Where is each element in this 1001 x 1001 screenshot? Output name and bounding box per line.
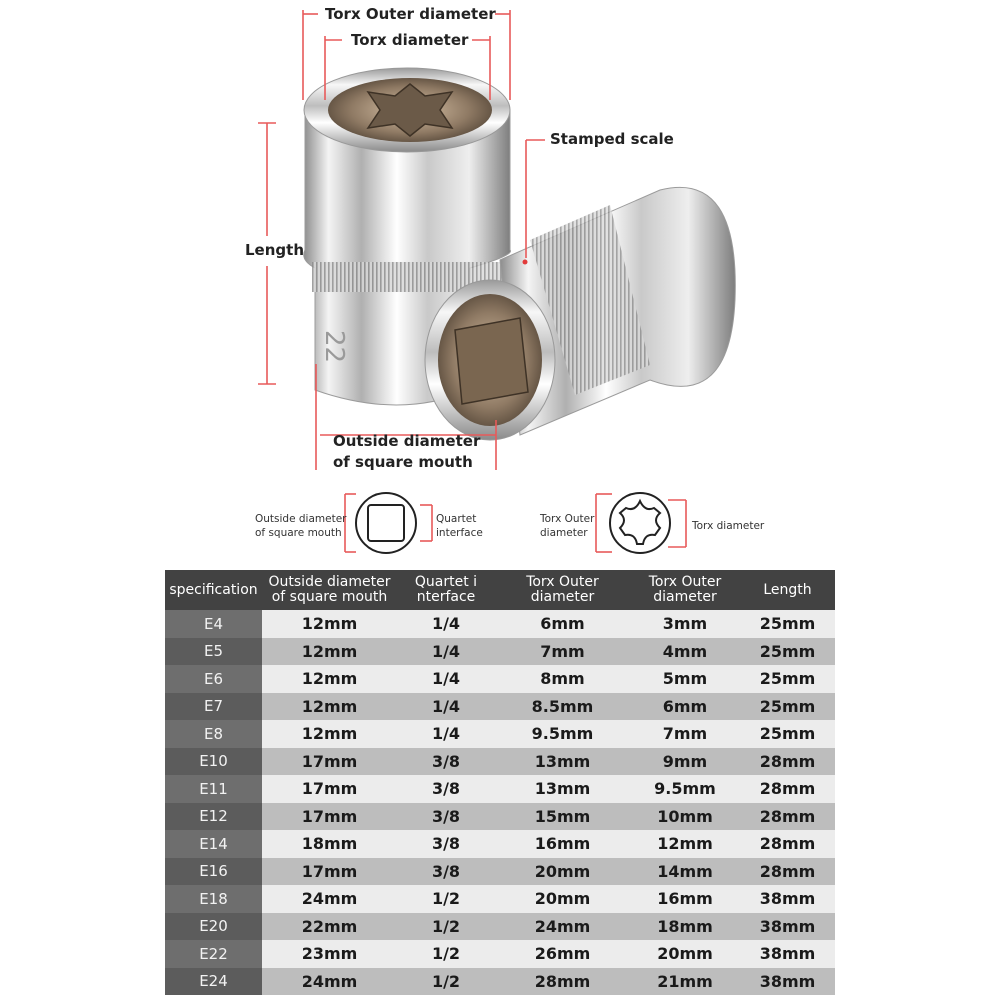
cell-specification: E18 <box>165 885 262 913</box>
cell-torx-diameter: 12mm <box>630 830 740 858</box>
header-length: Length <box>740 570 835 610</box>
table-row <box>165 693 835 721</box>
square-diagram-right-label: Quartet interface <box>436 513 483 539</box>
table-row <box>165 748 835 776</box>
cell-quartet-interface: 3/8 <box>397 803 495 831</box>
cell-torx-outer-diameter: 20mm <box>495 858 630 886</box>
header-torx-diameter: Torx Outer diameter <box>630 570 740 610</box>
cell-outside-diameter: 23mm <box>262 940 397 968</box>
cell-torx-outer-diameter: 28mm <box>495 968 630 996</box>
header-torx-outer-diameter: Torx Outer diameter <box>495 570 630 610</box>
cell-specification: E5 <box>165 638 262 666</box>
cell-length: 38mm <box>740 885 835 913</box>
cell-specification: E10 <box>165 748 262 776</box>
table-row <box>165 940 835 968</box>
cell-quartet-interface: 1/2 <box>397 885 495 913</box>
cell-length: 38mm <box>740 968 835 996</box>
cell-quartet-interface: 1/4 <box>397 693 495 721</box>
cell-quartet-interface: 3/8 <box>397 830 495 858</box>
cell-torx-outer-diameter: 7mm <box>495 638 630 666</box>
cell-torx-diameter: 3mm <box>630 610 740 638</box>
table-row <box>165 830 835 858</box>
torx-diagram-left-label: Torx Outer diameter <box>540 513 595 539</box>
table-header-row <box>165 570 835 610</box>
table-row <box>165 913 835 941</box>
cell-torx-diameter: 5mm <box>630 665 740 693</box>
label-outside-diameter-line1: Outside diameter <box>333 432 481 450</box>
cell-outside-diameter: 12mm <box>262 610 397 638</box>
cell-torx-diameter: 10mm <box>630 803 740 831</box>
cell-torx-diameter: 6mm <box>630 693 740 721</box>
cell-specification: E7 <box>165 693 262 721</box>
cell-torx-diameter: 16mm <box>630 885 740 913</box>
cell-quartet-interface: 1/2 <box>397 968 495 996</box>
cell-outside-diameter: 24mm <box>262 885 397 913</box>
table-row <box>165 665 835 693</box>
label-outside-diameter-line2: of square mouth <box>333 453 473 471</box>
square-socket-opening <box>455 318 528 404</box>
label-torx-diameter: Torx diameter <box>351 31 469 49</box>
cell-quartet-interface: 1/2 <box>397 913 495 941</box>
table-row <box>165 610 835 638</box>
cell-torx-outer-diameter: 6mm <box>495 610 630 638</box>
cell-length: 25mm <box>740 693 835 721</box>
square-diagram-left-label: Outside diameter of square mouth <box>255 513 347 539</box>
header-outside-diameter: Outside diameter of square mouth <box>262 570 397 610</box>
cell-length: 28mm <box>740 858 835 886</box>
cell-torx-diameter: 14mm <box>630 858 740 886</box>
cell-torx-outer-diameter: 16mm <box>495 830 630 858</box>
cell-torx-outer-diameter: 15mm <box>495 803 630 831</box>
cell-length: 25mm <box>740 665 835 693</box>
cell-outside-diameter: 17mm <box>262 775 397 803</box>
cell-torx-diameter: 18mm <box>630 913 740 941</box>
cell-specification: E20 <box>165 913 262 941</box>
cell-torx-outer-diameter: 13mm <box>495 775 630 803</box>
cell-specification: E11 <box>165 775 262 803</box>
cell-specification: E24 <box>165 968 262 996</box>
header-quartet-interface: Quartet i nterface <box>397 570 495 610</box>
cell-length: 25mm <box>740 720 835 748</box>
cell-quartet-interface: 1/4 <box>397 720 495 748</box>
cell-quartet-interface: 1/4 <box>397 638 495 666</box>
cell-outside-diameter: 12mm <box>262 720 397 748</box>
cell-specification: E16 <box>165 858 262 886</box>
cell-length: 28mm <box>740 748 835 776</box>
cell-outside-diameter: 22mm <box>262 913 397 941</box>
cell-specification: E22 <box>165 940 262 968</box>
cell-quartet-interface: 3/8 <box>397 858 495 886</box>
cell-torx-outer-diameter: 8.5mm <box>495 693 630 721</box>
cell-length: 28mm <box>740 830 835 858</box>
cell-torx-diameter: 9mm <box>630 748 740 776</box>
table-row <box>165 638 835 666</box>
cell-torx-outer-diameter: 13mm <box>495 748 630 776</box>
label-torx-outer-diameter: Torx Outer diameter <box>325 5 496 23</box>
cell-specification: E12 <box>165 803 262 831</box>
cell-torx-diameter: 4mm <box>630 638 740 666</box>
cell-quartet-interface: 1/4 <box>397 610 495 638</box>
cell-length: 25mm <box>740 610 835 638</box>
cell-torx-diameter: 7mm <box>630 720 740 748</box>
cell-length: 28mm <box>740 775 835 803</box>
cell-torx-diameter: 20mm <box>630 940 740 968</box>
socket-stamp: 22 <box>319 330 349 364</box>
table-row <box>165 775 835 803</box>
cell-torx-outer-diameter: 26mm <box>495 940 630 968</box>
cell-quartet-interface: 1/2 <box>397 940 495 968</box>
cell-outside-diameter: 12mm <box>262 665 397 693</box>
table-body <box>165 610 835 995</box>
table-row <box>165 720 835 748</box>
cell-torx-diameter: 21mm <box>630 968 740 996</box>
label-length: Length <box>245 241 304 259</box>
cell-length: 28mm <box>740 803 835 831</box>
torx-diagram <box>610 493 670 553</box>
square-mouth-diagram <box>356 493 416 553</box>
table-row <box>165 968 835 996</box>
cell-torx-outer-diameter: 8mm <box>495 665 630 693</box>
cell-length: 38mm <box>740 913 835 941</box>
torx-diagram-right-label: Torx diameter <box>692 520 765 532</box>
cell-quartet-interface: 1/4 <box>397 665 495 693</box>
cell-specification: E6 <box>165 665 262 693</box>
cell-torx-outer-diameter: 9.5mm <box>495 720 630 748</box>
spec-table <box>165 570 835 995</box>
header-specification: specification <box>165 570 262 610</box>
cell-outside-diameter: 17mm <box>262 748 397 776</box>
cell-outside-diameter: 17mm <box>262 803 397 831</box>
cell-outside-diameter: 12mm <box>262 693 397 721</box>
cell-outside-diameter: 18mm <box>262 830 397 858</box>
table-row <box>165 885 835 913</box>
cell-specification: E8 <box>165 720 262 748</box>
table-row <box>165 803 835 831</box>
cell-quartet-interface: 3/8 <box>397 775 495 803</box>
cell-torx-diameter: 9.5mm <box>630 775 740 803</box>
cell-length: 25mm <box>740 638 835 666</box>
cell-outside-diameter: 24mm <box>262 968 397 996</box>
cell-torx-outer-diameter: 24mm <box>495 913 630 941</box>
table-row <box>165 858 835 886</box>
cell-specification: E4 <box>165 610 262 638</box>
cell-specification: E14 <box>165 830 262 858</box>
cell-outside-diameter: 17mm <box>262 858 397 886</box>
label-stamped-scale: Stamped scale <box>550 130 674 148</box>
cell-length: 38mm <box>740 940 835 968</box>
cell-torx-outer-diameter: 20mm <box>495 885 630 913</box>
cell-outside-diameter: 12mm <box>262 638 397 666</box>
cell-quartet-interface: 3/8 <box>397 748 495 776</box>
